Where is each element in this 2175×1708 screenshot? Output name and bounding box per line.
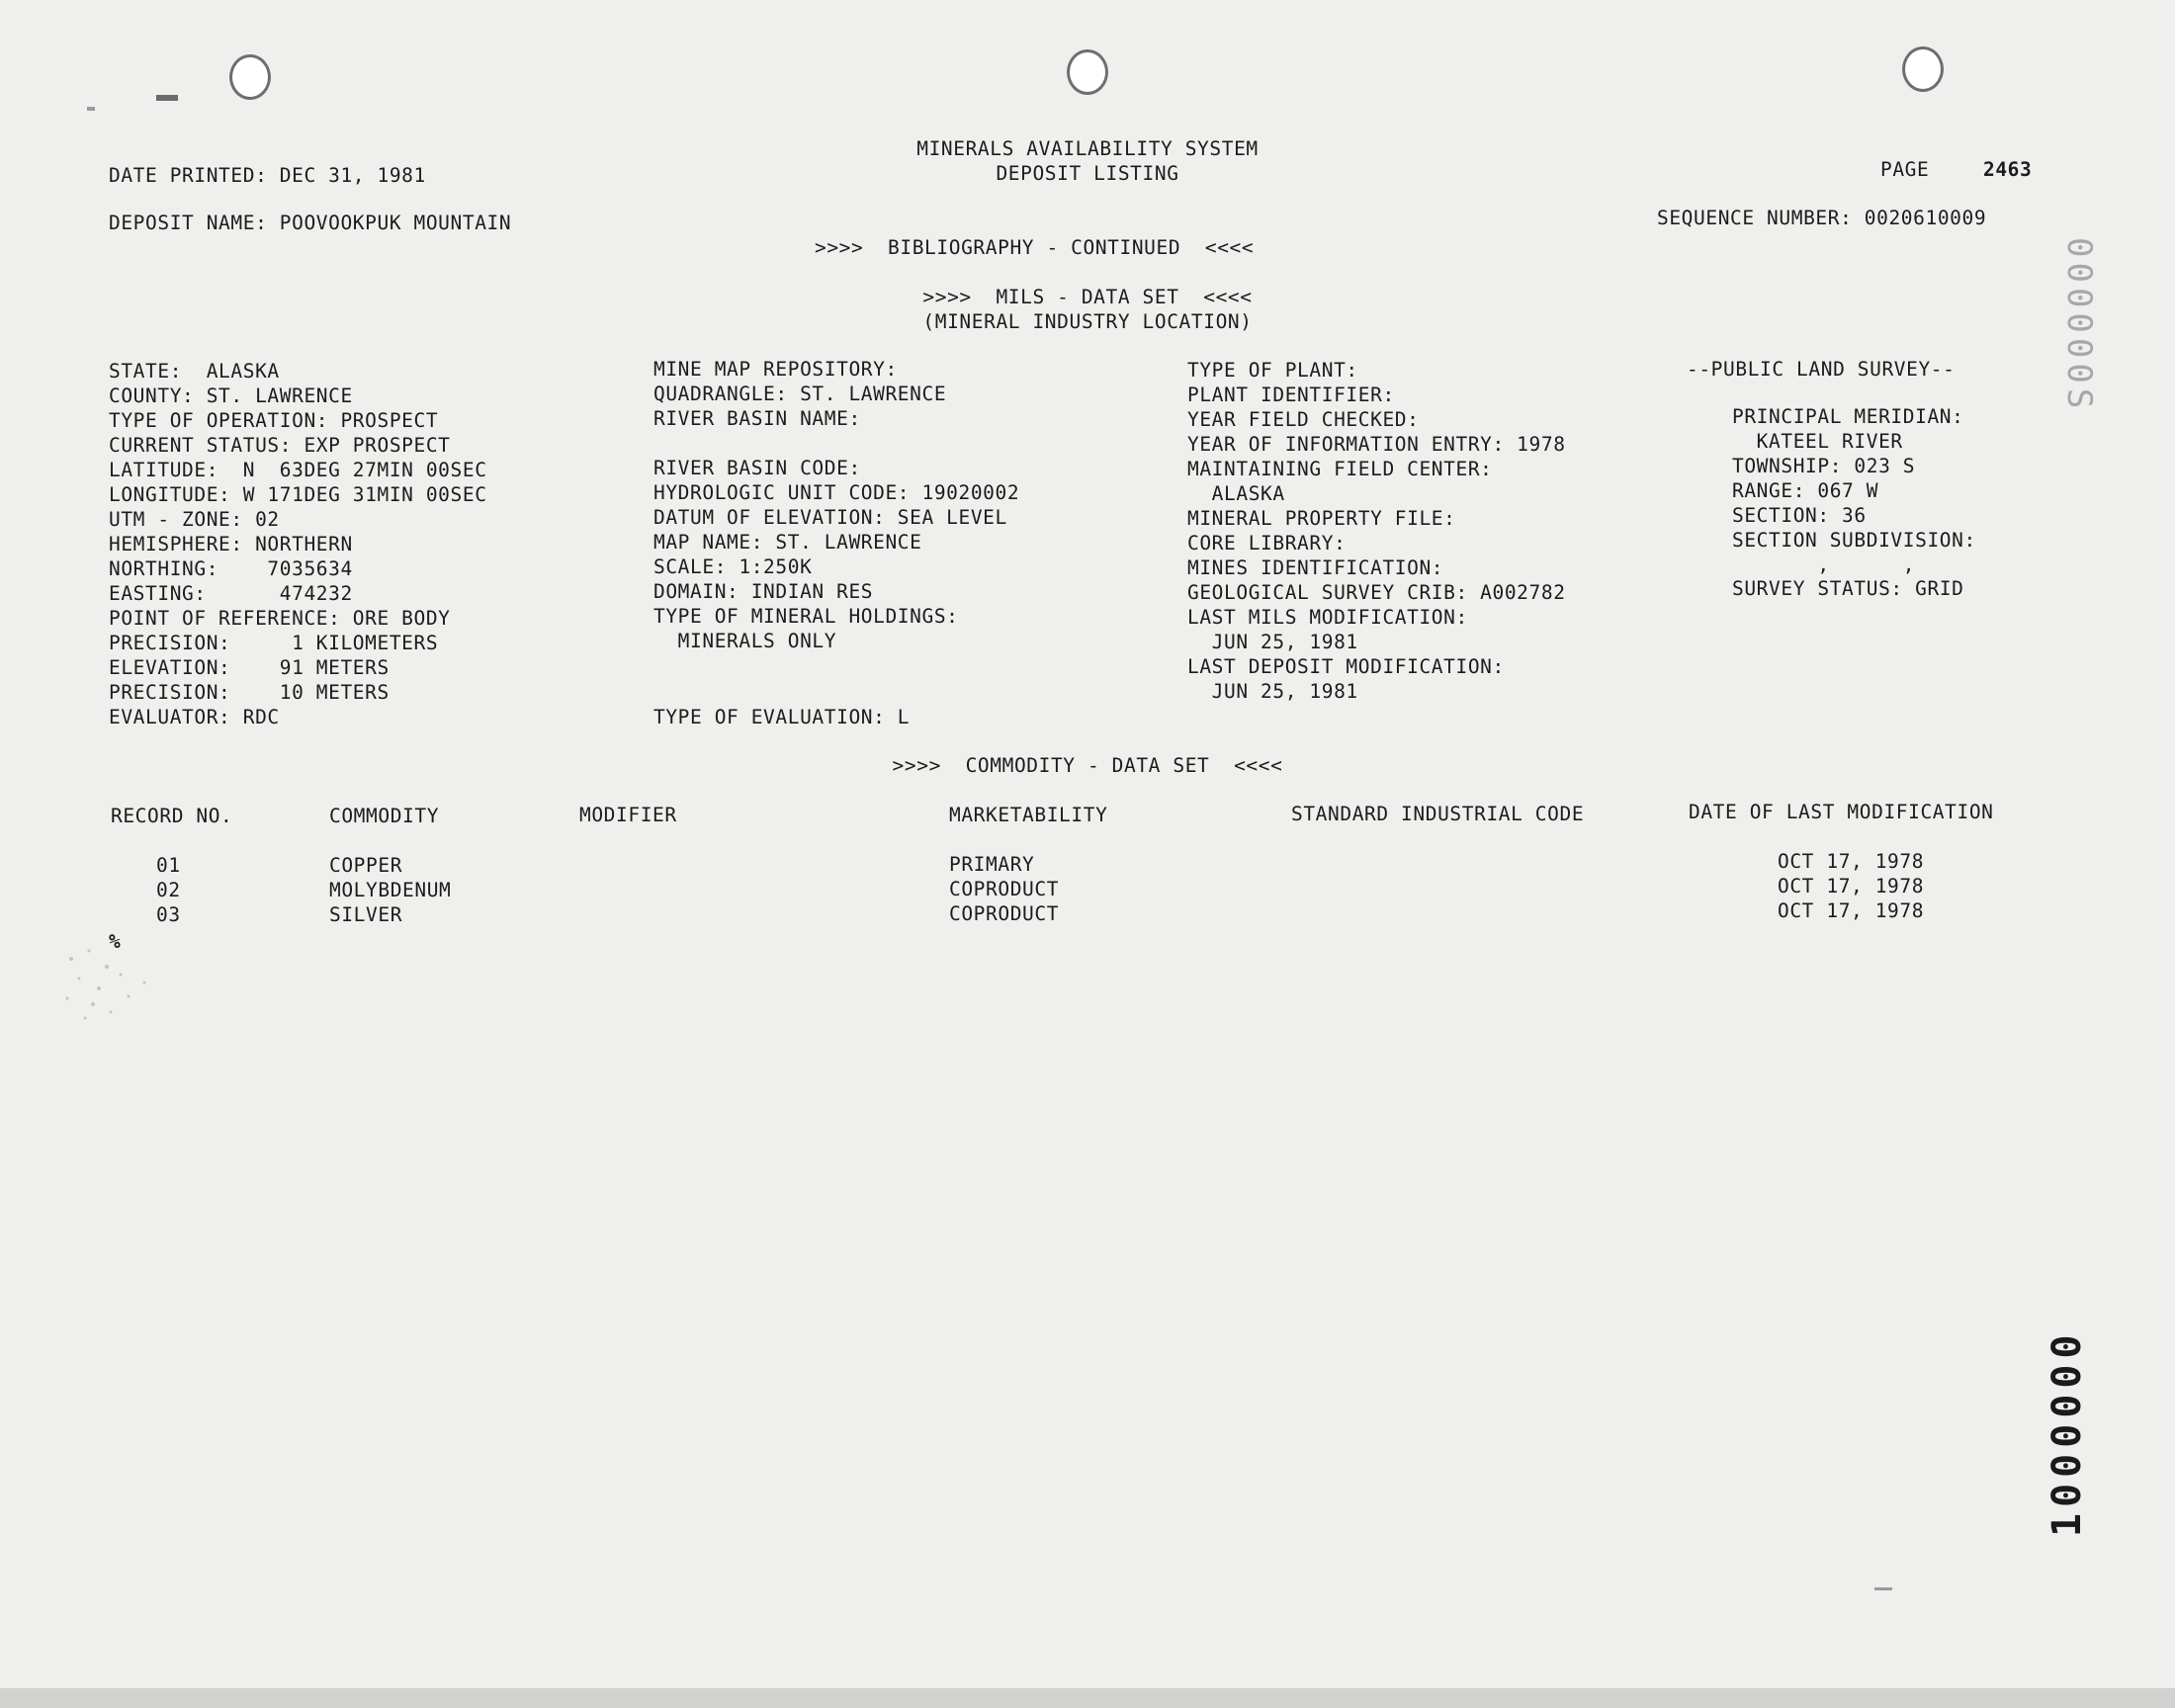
field-line: YEAR FIELD CHECKED: [1187,408,1420,431]
cell-marketability: COPRODUCT [949,902,1060,925]
field-line: RIVER BASIN CODE: [653,457,861,479]
field-line: TYPE OF PLANT: [1187,359,1358,382]
cell-marketability: COPRODUCT [949,878,1060,900]
field-line: SURVEY STATUS: GRID [1732,577,1964,600]
page-bottom-edge [0,1688,2175,1708]
page-label: PAGE [1880,158,1930,181]
cell-date: OCT 17, 1978 [1778,899,1925,922]
sequence-number: SEQUENCE NUMBER: 0020610009 [1657,207,1987,229]
field-line: DATUM OF ELEVATION: SEA LEVEL [653,506,1007,529]
field-line: HEMISPHERE: NORTHERN [109,533,353,555]
field-line: TYPE OF EVALUATION: L [653,706,911,728]
field-line: COUNTY: ST. LAWRENCE [109,384,353,407]
field-line: YEAR OF INFORMATION ENTRY: 1978 [1187,433,1566,456]
scan-speck [1874,1587,1892,1590]
field-line: STATE: ALASKA [109,360,280,383]
field-line: PRINCIPAL MERIDIAN: [1732,405,1964,428]
field-line: TYPE OF MINERAL HOLDINGS: [653,605,959,628]
field-line: , , [1732,554,1916,576]
field-line: MINE MAP REPOSITORY: [653,358,898,381]
field-line: PLANT IDENTIFIER: [1187,384,1395,406]
deposit-name: DEPOSIT NAME: POOVOOKPUK MOUNTAIN [109,212,512,234]
field-line: RANGE: 067 W [1732,479,1879,502]
field-line: LONGITUDE: W 171DEG 31MIN 00SEC [109,483,487,506]
cell-record: 03 [156,903,181,926]
field-line: KATEEL RIVER [1732,430,1903,453]
field-line: CORE LIBRARY: [1187,532,1347,555]
field-line: EVALUATOR: RDC [109,706,280,728]
column-header-date: DATE OF LAST MODIFICATION [1689,801,1994,823]
field-line: PRECISION: 10 METERS [109,681,390,704]
scan-speck [156,95,178,101]
field-line: MAP NAME: ST. LAWRENCE [653,531,922,554]
mils-subheading: (MINERAL INDUSTRY LOCATION) [922,310,1253,333]
field-line: LAST MILS MODIFICATION: [1187,606,1468,629]
column-header-modifier: MODIFIER [579,804,677,826]
field-line: POINT OF REFERENCE: ORE BODY [109,607,451,630]
field-line: MAINTAINING FIELD CENTER: [1187,458,1493,480]
field-line: HYDROLOGIC UNIT CODE: 19020002 [653,481,1020,504]
field-line: JUN 25, 1981 [1187,631,1358,653]
field-line: EASTING: 474232 [109,582,353,605]
scan-noise [59,939,178,1028]
cell-marketability: PRIMARY [949,853,1035,876]
field-line: SCALE: 1:250K [653,555,813,578]
cell-record: 02 [156,879,181,901]
page-number: 2463 [1983,158,2033,181]
field-line: NORTHING: 7035634 [109,557,353,580]
field-line: LAST DEPOSIT MODIFICATION: [1187,655,1505,678]
field-line: RIVER BASIN NAME: [653,407,861,430]
film-code-top: 000000S [2059,237,2099,414]
cell-commodity: SILVER [329,903,403,926]
field-line: ALASKA [1187,482,1285,505]
field-line: TOWNSHIP: 023 S [1732,455,1916,477]
field-line: MINERALS ONLY [653,630,837,652]
cell-date: OCT 17, 1978 [1778,850,1925,873]
field-line: UTM - ZONE: 02 [109,508,280,531]
field-line: MINERAL PROPERTY FILE: [1187,507,1456,530]
mils-heading: >>>> MILS - DATA SET <<<< [922,286,1253,308]
bibliography-heading: >>>> BIBLIOGRAPHY - CONTINUED <<<< [815,236,1255,259]
cell-commodity: COPPER [329,854,403,877]
binder-hole-center [1067,49,1108,95]
cell-record: 01 [156,854,181,877]
field-line: ELEVATION: 91 METERS [109,656,390,679]
field-line: GEOLOGICAL SURVEY CRIB: A002782 [1187,581,1566,604]
cell-date: OCT 17, 1978 [1778,875,1925,897]
public-land-survey-heading: --PUBLIC LAND SURVEY-- [1687,358,1956,381]
column-header-marketability: MARKETABILITY [949,804,1108,826]
commodity-heading: >>>> COMMODITY - DATA SET <<<< [892,754,1283,777]
end-of-record-mark: % [109,930,122,953]
binder-hole-right [1902,46,1944,92]
binder-hole-left [229,54,271,100]
listing-title: DEPOSIT LISTING [996,162,1179,185]
field-line: SECTION: 36 [1732,504,1867,527]
field-line: MINES IDENTIFICATION: [1187,556,1444,579]
column-header-record: RECORD NO. [111,805,233,827]
column-header-commodity: COMMODITY [329,805,440,827]
column-header-sic: STANDARD INDUSTRIAL CODE [1291,803,1585,825]
field-line: CURRENT STATUS: EXP PROSPECT [109,434,451,457]
cell-commodity: MOLYBDENUM [329,879,452,901]
field-line: DOMAIN: INDIAN RES [653,580,874,603]
field-line: JUN 25, 1981 [1187,680,1358,703]
field-line: TYPE OF OPERATION: PROSPECT [109,409,439,432]
field-line: SECTION SUBDIVISION: [1732,529,1976,552]
system-title: MINERALS AVAILABILITY SYSTEM [916,137,1259,160]
date-printed: DATE PRINTED: DEC 31, 1981 [109,164,426,187]
scan-speck [87,107,95,111]
film-code-bottom: 1000000 [2044,1328,2090,1537]
field-line: QUADRANGLE: ST. LAWRENCE [653,383,947,405]
field-line: LATITUDE: N 63DEG 27MIN 00SEC [109,459,487,481]
field-line: PRECISION: 1 KILOMETERS [109,632,439,654]
